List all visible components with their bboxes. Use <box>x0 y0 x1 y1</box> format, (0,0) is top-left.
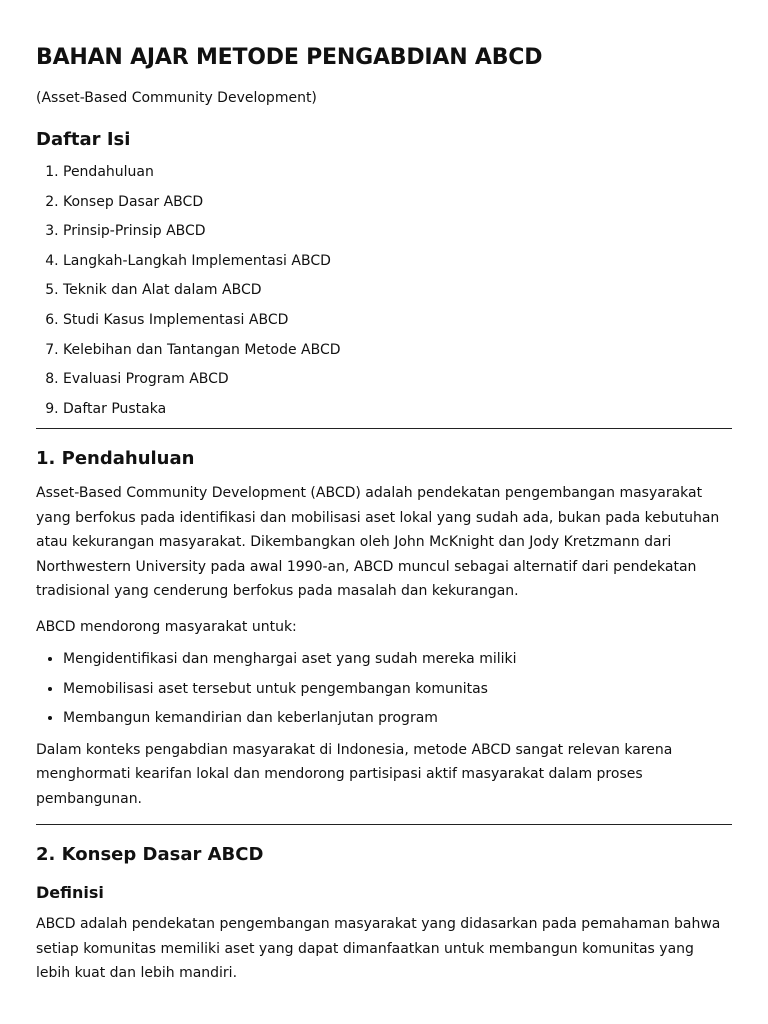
context-paragraph: Dalam konteks pengabdian masyarakat di Indonesia, metode ABCD sangat relevan karena menghormati kearifan lokal dan mendorong partisipasi aktif masyarakat dalam proses pembangunan. <box>36 741 673 807</box>
toc-item: 4. Langkah-Langkah Implementasi ABCD <box>63 251 732 271</box>
bullet-item: • Membangun kemandirian dan keberlanjutan program <box>63 708 732 728</box>
section-heading-pendahuluan: 1. Pendahuluan <box>36 448 195 470</box>
intro-paragraph: Asset-Based Community Development (ABCD) adalah pendekatan pengembangan masyarakat yang berfokus pada identifikasi dan mobilisasi aset lokal yang sudah ada, bukan pada kebutuhan atau kekurangan masyarakat. Dikembangkan oleh John McKnight dan Jody Kretzmann dari Northwestern University pada awal 1990-an, ABCD muncul sebagai alternatif dari pendekatan tradisional yang cenderung berfokus pada masalah dan kekurangan. <box>36 485 720 600</box>
toc-item: 5. Teknik dan Alat dalam ABCD <box>63 280 732 300</box>
toc-item: 3. Prinsip-Prinsip ABCD <box>63 221 732 241</box>
toc-item: 9. Daftar Pustaka <box>63 399 732 419</box>
document-subtitle: (Asset-Based Community Development) <box>36 90 317 106</box>
bullet-item: • Mengidentifikasi dan menghargai aset yang sudah mereka miliki <box>63 649 732 669</box>
toc-item: 2. Konsep Dasar ABCD <box>63 192 732 212</box>
document-title: BAHAN AJAR METODE PENGABDIAN ABCD <box>36 45 543 70</box>
definition-paragraph: ABCD adalah pendekatan pengembangan masyarakat yang didasarkan pada pemahaman bahwa setiap komunitas memiliki aset yang dapat dimanfaatkan untuk membangun komunitas yang lebih kuat dan lebih mandiri. <box>36 916 721 982</box>
toc-item: 8. Evaluasi Program ABCD <box>63 369 732 389</box>
section-divider <box>36 824 732 825</box>
toc-heading: Daftar Isi <box>36 129 131 150</box>
table-of-contents <box>36 162 732 419</box>
bullet-list <box>36 649 732 728</box>
bullet-item: • Memobilisasi aset tersebut untuk pengembangan komunitas <box>63 679 732 699</box>
toc-item: 1. Pendahuluan <box>63 162 732 182</box>
toc-item: 7. Kelebihan dan Tantangan Metode ABCD <box>63 340 732 360</box>
list-lead-paragraph: ABCD mendorong masyarakat untuk: <box>36 618 297 635</box>
toc-item: 6. Studi Kasus Implementasi ABCD <box>63 310 732 330</box>
section-heading-konsep-dasar: 2. Konsep Dasar ABCD <box>36 844 264 866</box>
section-divider <box>36 428 732 429</box>
subsection-heading-definisi: Definisi <box>36 883 104 903</box>
